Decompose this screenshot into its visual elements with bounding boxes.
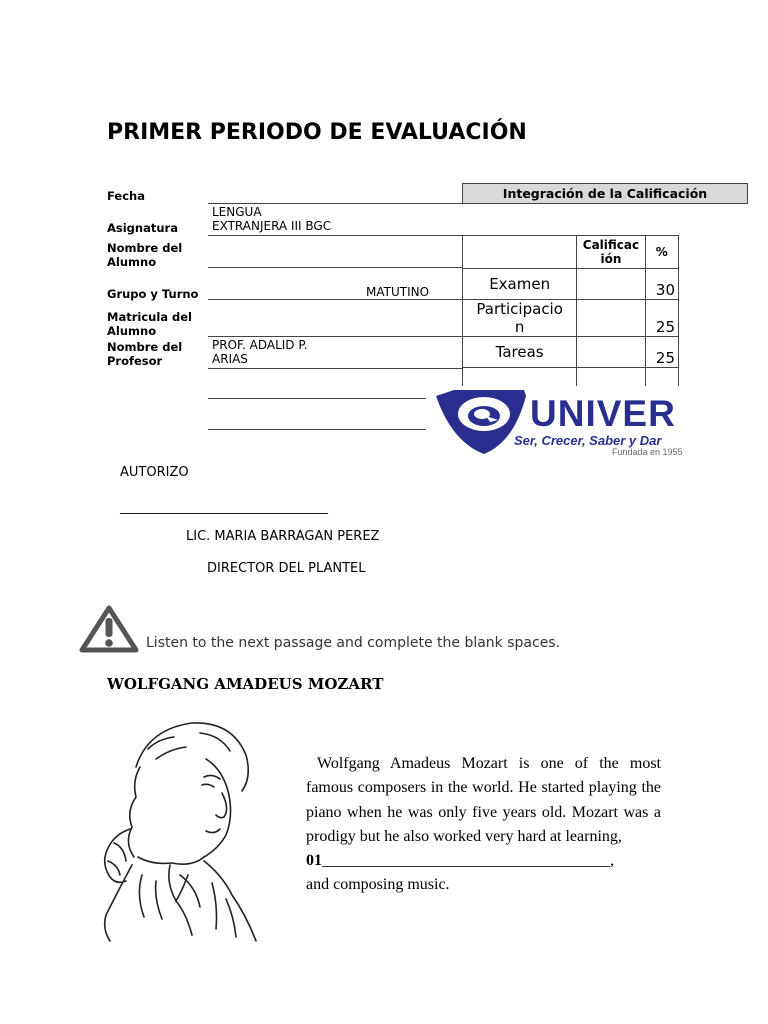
fecha-field-line: [208, 203, 462, 204]
section-title: WOLFGANG AMADEUS MOZART: [107, 675, 384, 693]
matricula-field-line: [208, 336, 462, 337]
listening-instruction: Listen to the next passage and complete the blank spaces.: [146, 635, 561, 651]
grade-score-cell[interactable]: [577, 269, 645, 300]
grade-score-cell[interactable]: [577, 337, 645, 368]
asignatura-value-2: EXTRANJERA III BGC: [212, 219, 332, 233]
blank-answer-field[interactable]: ____________________________________,: [322, 852, 614, 870]
signature-line-1: [208, 398, 426, 399]
profesor-field-line: [208, 368, 462, 369]
autorizo-label: AUTORIZO: [120, 465, 189, 480]
matricula-label-1: Matricula del: [107, 310, 192, 324]
univer-logo-founded: Fundada en 1955: [612, 447, 683, 457]
nombre-alumno-label-1: Nombre del: [107, 241, 183, 255]
asignatura-value-1: LENGUA: [212, 205, 262, 219]
grade-integration-header: Integración de la Calificación: [462, 183, 748, 204]
grade-percent-header: %: [645, 236, 678, 269]
passage-ending: and composing music.: [306, 876, 450, 894]
grade-row-percent: 30: [645, 269, 678, 300]
grupo-turno-label: Grupo y Turno: [107, 287, 199, 301]
warning-icon: [78, 604, 140, 654]
profesor-label-2: Profesor: [107, 354, 163, 368]
matricula-label-2: Alumno: [107, 324, 157, 338]
director-signature-line: ________________________________: [120, 500, 328, 515]
grupo-field-line: [208, 299, 462, 300]
grade-row-percent: 25: [645, 300, 678, 337]
asignatura-label: Asignatura: [107, 221, 178, 235]
profesor-label-1: Nombre del: [107, 340, 183, 354]
fecha-label: Fecha: [107, 189, 145, 203]
blank-number: 01: [306, 852, 322, 870]
nombre-alumno-field-line: [208, 267, 462, 268]
director-name: LIC. MARIA BARRAGAN PEREZ: [186, 529, 380, 544]
profesor-value-2: ARIAS: [212, 352, 248, 366]
grade-row-label: Participacio n: [463, 300, 577, 337]
grade-score-header: Calificac ión: [577, 236, 645, 269]
passage-blank-line: [306, 849, 661, 873]
director-role: DIRECTOR DEL PLANTEL: [207, 561, 366, 576]
univer-logo-name: UNIVER: [530, 393, 676, 434]
grade-row-label: Tareas: [463, 337, 577, 368]
grade-row-percent: 25: [645, 337, 678, 368]
univer-logo-tagline: Ser, Crecer, Saber y Dar: [514, 433, 662, 448]
nombre-alumno-label-2: Alumno: [107, 255, 157, 269]
grupo-value: MATUTINO: [366, 285, 430, 299]
page-title: PRIMER PERIODO DE EVALUACIÓN: [107, 120, 527, 145]
profesor-value-1: PROF. ADALID P.: [212, 338, 308, 352]
passage-text: Wolfgang Amadeus Mozart is one of the most famous composers in the world. He started playing the piano when he was only five years old. Mozart was a prodigy but he also worked very hard at learning,: [306, 755, 661, 845]
mozart-portrait: [96, 715, 268, 945]
asignatura-field-line: [208, 235, 462, 236]
passage: [306, 752, 661, 898]
univer-logo: [434, 386, 702, 460]
signature-line-2: [208, 429, 426, 430]
grade-row-label: Examen: [463, 269, 577, 300]
grade-score-cell[interactable]: [577, 300, 645, 337]
grade-concept-header: [463, 236, 577, 269]
